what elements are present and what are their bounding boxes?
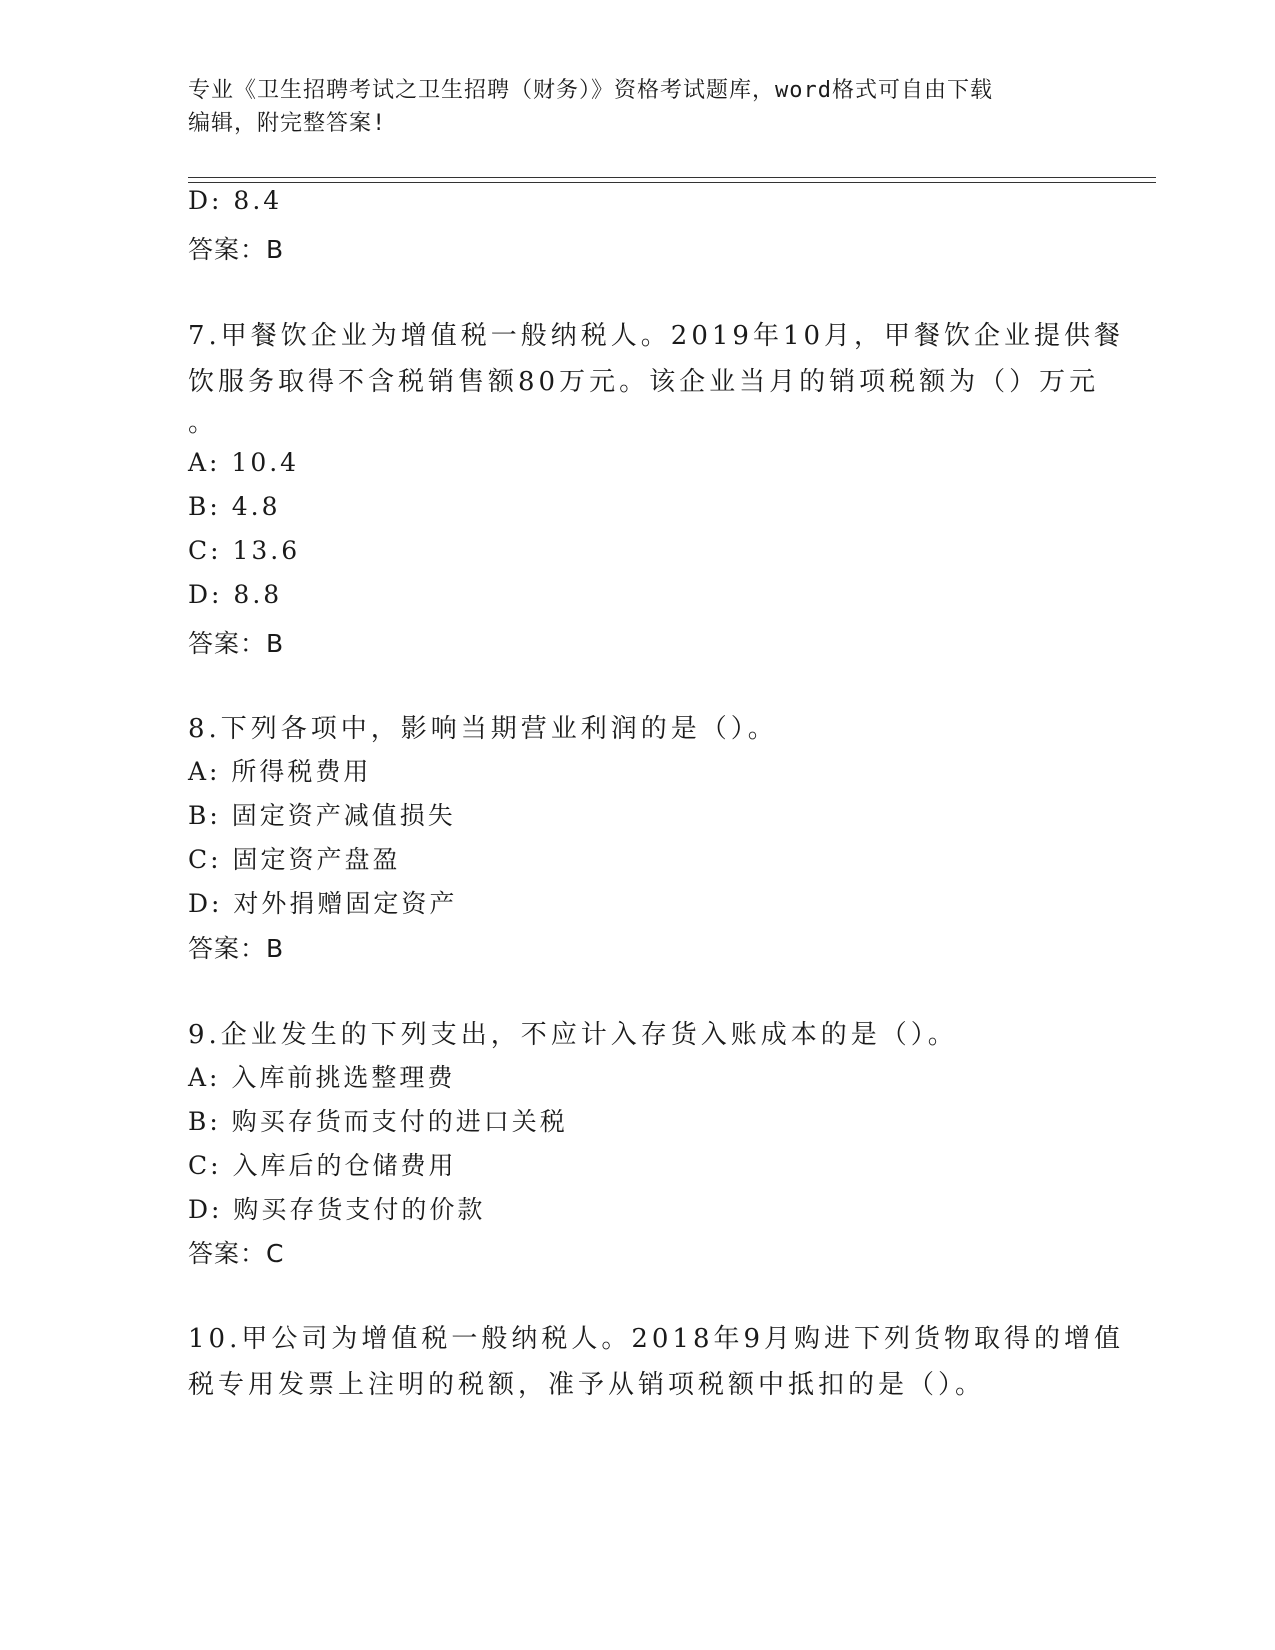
q7-stem-line-3: 。	[188, 408, 219, 438]
q10-stem-line-2: 税专用发票上注明的税额，准予从销项税额中抵扣的是（）。	[188, 1370, 986, 1400]
prev-answer: 答案：B	[188, 235, 285, 264]
q9-option-a: A: 入库前挑选整理费	[188, 1063, 456, 1092]
q8-answer: 答案：B	[188, 934, 285, 963]
q7-option-a: A: 10.4	[188, 448, 300, 477]
q7-stem-line-2: 饮服务取得不含税销售额80万元。该企业当月的销项税额为（）万元	[188, 367, 1100, 397]
q7-option-c: C: 13.6	[188, 536, 301, 565]
q8-option-c: C: 固定资产盘盈	[188, 845, 401, 874]
q9-answer: 答案：C	[188, 1239, 285, 1268]
header-divider-bottom	[188, 182, 1156, 183]
q9-option-d: D: 购买存货支付的价款	[188, 1195, 486, 1224]
header-line-1: 专业《卫生招聘考试之卫生招聘（财务）》资格考试题库，word格式可自由下载	[188, 78, 993, 103]
q9-option-b: B: 购买存货而支付的进口关税	[188, 1107, 568, 1136]
header-divider-top	[188, 177, 1156, 178]
q8-stem: 8.下列各项中，影响当期营业利润的是（）。	[188, 714, 778, 744]
q7-stem-line-1: 7.甲餐饮企业为增值税一般纳税人。2019年10月，甲餐饮企业提供餐	[188, 321, 1125, 351]
q9-stem: 9.企业发生的下列支出，不应计入存货入账成本的是（）。	[188, 1020, 958, 1050]
q8-option-b: B: 固定资产减值损失	[188, 801, 456, 830]
q7-option-b: B: 4.8	[188, 492, 281, 521]
q8-option-d: D: 对外捐赠固定资产	[188, 889, 458, 918]
header-line-2: 编辑，附完整答案!	[188, 111, 387, 136]
q8-option-a: A: 所得税费用	[188, 757, 372, 786]
q7-option-d: D: 8.8	[188, 580, 283, 609]
q10-stem-line-1: 10.甲公司为增值税一般纳税人。2018年9月购进下列货物取得的增值	[188, 1324, 1125, 1354]
q7-answer: 答案：B	[188, 629, 285, 658]
q9-option-c: C: 入库后的仓储费用	[188, 1151, 457, 1180]
document-header	[188, 74, 1068, 140]
prev-option-d: D: 8.4	[188, 186, 283, 215]
